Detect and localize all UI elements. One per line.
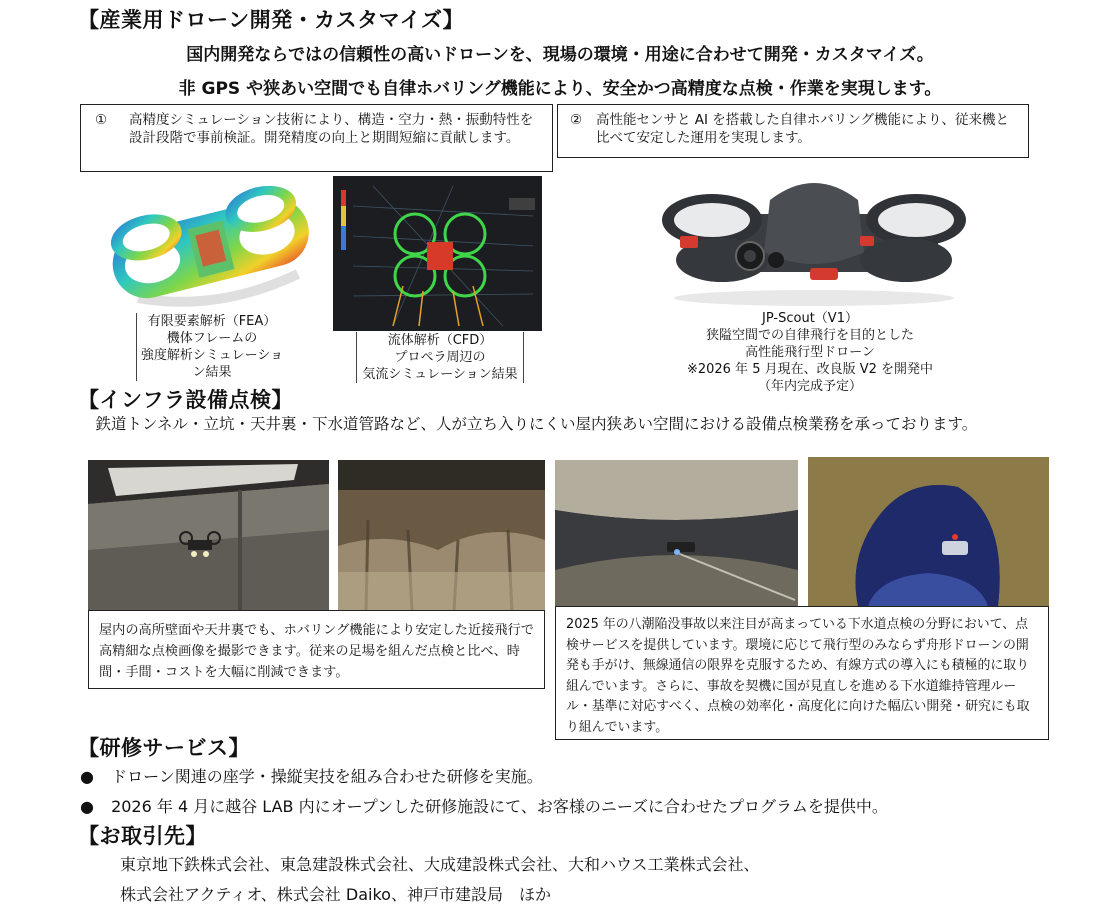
cfd-caption [356, 332, 524, 383]
industrial-lead-2: 非 GPS や狭あい空間でも自律ホバリング機能により、安全かつ高精度な点検・作業を実現します。 [178, 79, 942, 99]
training-item-2 [80, 794, 888, 817]
sewer-tunnel-photo [555, 460, 798, 606]
fea-simulation-image [98, 178, 324, 312]
infra-intro: 鉄道トンネル・立坑・天井裏・下水道管路など、人が立ち入りにくい屋内狭あい空間における設備点検業務を承っております。 [80, 415, 978, 433]
indoor-inspection-text: 屋内の高所壁面や天井裏でも、ホバリング機能により安定した近接飛行で高精細な点検画像を撮影できます。従来の足場を組んだ点検と比べ、時間・手間・コストを大幅に削減できます。 [99, 623, 534, 680]
training-heading: 【研修サービス】 [78, 736, 250, 760]
bullet-icon: ● [80, 797, 94, 816]
training-item-1-text: ドローン関連の座学・操縦実技を組み合わせた研修を実施。 [111, 767, 543, 786]
clients-line-1: 東京地下鉄株式会社、東急建設株式会社、大成建設株式会社、大和ハウス工業株式会社、 [120, 855, 760, 874]
point-1-number: ① [95, 112, 108, 128]
point-1-box [80, 104, 553, 172]
jp-scout-caption [660, 310, 960, 395]
infra-heading: 【インフラ設備点検】 [78, 388, 293, 412]
point-2-box [557, 104, 1029, 158]
cfd-simulation-image [333, 176, 542, 331]
jp-scout-caption-line-1: JP-Scout（V1） [762, 311, 858, 326]
training-item-2-text: 2026 年 4 月に越谷 LAB 内にオープンした研修施設にて、お客様のニーズに合わせたプログラムを提供中。 [111, 797, 888, 816]
cfd-caption-line-1: 流体解析（CFD） [387, 333, 493, 348]
industrial-heading: 【産業用ドローン開発・カスタマイズ】 [78, 8, 464, 32]
clients-heading: 【お取引先】 [78, 824, 207, 848]
ceiling-inspection-photo [88, 460, 329, 612]
jp-scout-caption-line-3: 高性能飛行型ドローン [745, 345, 875, 360]
wall-inspection-photo [338, 460, 545, 612]
point-1-text: 高精度シミュレーション技術により、構造・空力・熱・振動特性を設計段階で事前検証。開発精度の向上と期間短縮に貢献します。 [129, 112, 534, 146]
point-2-number: ② [570, 112, 583, 128]
fea-caption-line-1: 有限要素解析（FEA） [147, 314, 277, 329]
industrial-lead-1: 国内開発ならではの信頼性の高いドローンを、現場の環境・用途に合わせて開発・カスタマイズ。 [186, 45, 934, 65]
bullet-icon: ● [80, 767, 94, 786]
fea-caption-line-2: 機体フレームの [166, 331, 258, 346]
point-2-text: 高性能センサと AI を搭載した自律ホバリング機能により、従来機と比べて安定した運用を実現します。 [596, 112, 1010, 146]
training-item-1 [80, 764, 543, 787]
clients-line-2: 株式会社アクティオ、株式会社 Daiko、神戸市建設局 ほか [120, 885, 551, 904]
cfd-caption-line-3: 気流シミュレーション結果 [362, 367, 518, 382]
jp-scout-caption-line-2: 狭隘空間での自律飛行を目的とした [705, 328, 914, 343]
indoor-inspection-box [88, 610, 545, 689]
fea-caption-line-3: 強度解析シミュレーション結果 [140, 348, 284, 380]
jp-scout-caption-line-5: （年内完成予定） [757, 379, 862, 394]
sewer-inspection-box [555, 606, 1049, 740]
sewer-inspection-text: 2025 年の八潮陥没事故以来注目が高まっている下水道点検の分野において、点検サービスを提供しています。環境に応じて飛行型のみならず舟形ドローンの開発も手がけ、無線通信の限界を克服するため、有線方式の導入にも積極的に取り組んでいます。さらに、事故を契機に国が見直しを進める下水道維持管理ルール・基準に対応すべく、点検の効率化・高度化に向けた幅広い開発・研究にも取り組んでいます。 [566, 617, 1030, 735]
jp-scout-drone-image [650, 160, 978, 308]
jp-scout-caption-line-4: ※2026 年 5 月現在、改良版 V2 を開発中 [686, 362, 934, 377]
cfd-caption-line-2: プロペラ周辺の [394, 350, 486, 365]
sewer-boat-drone-photo [808, 457, 1049, 606]
fea-caption [136, 313, 287, 381]
